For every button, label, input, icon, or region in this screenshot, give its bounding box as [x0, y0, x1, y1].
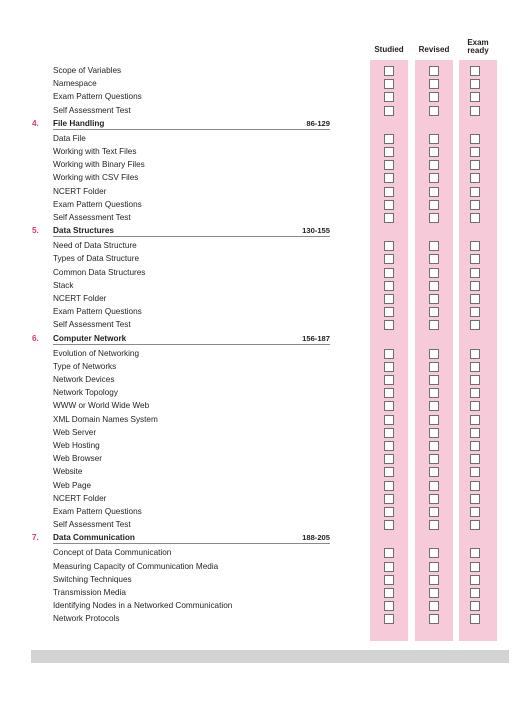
exam-ready-line1: Exam — [467, 38, 489, 47]
topic-label: NCERT Folder — [53, 294, 107, 303]
studied-checkbox[interactable] — [384, 454, 394, 464]
revised-checkbox[interactable] — [429, 494, 439, 504]
exam-ready-checkbox[interactable] — [470, 134, 480, 144]
topic-row — [0, 239, 524, 252]
topic-label: Website — [53, 467, 83, 477]
revised-checkbox[interactable] — [429, 106, 439, 116]
topic-row — [0, 612, 524, 625]
topic-label: Self Assessment Test — [53, 213, 131, 222]
studied-checkbox[interactable] — [384, 241, 394, 251]
revised-checkbox[interactable] — [429, 66, 439, 76]
topic-label: Network Devices — [53, 375, 115, 384]
revised-checkbox[interactable] — [429, 601, 439, 611]
topic-row — [0, 465, 524, 478]
topic-row — [0, 198, 524, 211]
exam-ready-checkbox[interactable] — [470, 415, 480, 425]
revised-checkbox[interactable] — [429, 268, 439, 278]
studied-checkbox[interactable] — [384, 415, 394, 425]
topic-label: Type of Networks — [53, 361, 117, 371]
studied-checkbox[interactable] — [384, 349, 394, 359]
studied-checkbox[interactable] — [384, 79, 394, 89]
topic-label: WWW or World Wide Web — [53, 401, 150, 411]
topic-row — [0, 573, 524, 586]
exam-ready-line2: ready — [467, 46, 489, 55]
section-heading — [0, 224, 524, 237]
topic-row — [0, 64, 524, 77]
topic-row — [0, 505, 524, 518]
topic-label: Web Browser — [53, 454, 102, 464]
topic-row — [0, 373, 524, 386]
exam-ready-checkbox[interactable] — [470, 147, 480, 157]
exam-ready-checkbox[interactable] — [470, 160, 480, 170]
exam-ready-checkbox[interactable] — [470, 213, 480, 223]
topic-label: Self Assessment Test — [53, 105, 131, 115]
topic-label: Need of Data Structure — [53, 241, 137, 251]
section-number: 7. — [32, 533, 39, 543]
topic-row — [0, 305, 524, 318]
revised-checkbox[interactable] — [429, 92, 439, 102]
exam-ready-checkbox[interactable] — [470, 92, 480, 102]
topic-row — [0, 252, 524, 265]
section-underline — [53, 543, 330, 544]
exam-ready-checkbox[interactable] — [470, 66, 480, 76]
studied-checkbox[interactable] — [384, 562, 394, 572]
revised-checkbox[interactable] — [429, 467, 439, 477]
revised-checkbox[interactable] — [429, 614, 439, 624]
topic-label: Data File — [53, 133, 86, 143]
topic-row — [0, 518, 524, 531]
exam-ready-checkbox[interactable] — [470, 349, 480, 359]
topic-row — [0, 399, 524, 412]
topic-label: Evolution of Networking — [53, 348, 140, 358]
revised-checkbox[interactable] — [429, 415, 439, 425]
topic-label: Common Data Structures — [53, 267, 146, 277]
revised-checkbox[interactable] — [429, 575, 439, 585]
topic-row — [0, 360, 524, 373]
studied-checkbox[interactable] — [384, 601, 394, 611]
section-title: Computer Network — [53, 333, 127, 343]
revised-checkbox[interactable] — [429, 294, 439, 304]
topic-label: Network Topology — [53, 388, 118, 398]
revised-checkbox[interactable] — [429, 320, 439, 330]
exam-ready-checkbox[interactable] — [470, 320, 480, 330]
studied-checkbox[interactable] — [384, 320, 394, 330]
revised-column-header: Revised — [418, 45, 450, 54]
section-page-range: 188-205 — [302, 533, 330, 543]
revised-checkbox[interactable] — [429, 187, 439, 197]
revised-checkbox[interactable] — [429, 507, 439, 517]
revised-checkbox[interactable] — [429, 213, 439, 223]
revised-checkbox[interactable] — [429, 428, 439, 438]
revised-checkbox[interactable] — [429, 349, 439, 359]
exam-ready-checkbox[interactable] — [470, 268, 480, 278]
exam-ready-checkbox[interactable] — [470, 254, 480, 264]
revised-checkbox[interactable] — [429, 281, 439, 291]
exam-ready-checkbox[interactable] — [470, 401, 480, 411]
topic-label: Exam Pattern Questions — [53, 507, 142, 516]
studied-checkbox[interactable] — [384, 160, 394, 170]
studied-checkbox[interactable] — [384, 401, 394, 411]
section-heading — [0, 531, 524, 544]
exam-ready-checkbox[interactable] — [470, 294, 480, 304]
studied-checkbox[interactable] — [384, 494, 394, 504]
topic-label: Working with Text Files — [53, 147, 137, 156]
topic-label: Working with CSV Files — [53, 173, 139, 183]
exam-ready-checkbox[interactable] — [470, 520, 480, 530]
section-underline — [53, 129, 330, 130]
topic-label: Identifying Nodes in a Networked Communication — [53, 601, 233, 611]
studied-checkbox[interactable] — [384, 548, 394, 558]
exam-ready-checkbox[interactable] — [470, 200, 480, 210]
studied-checkbox[interactable] — [384, 268, 394, 278]
studied-checkbox[interactable] — [384, 481, 394, 491]
topic-row — [0, 185, 524, 198]
studied-checkbox[interactable] — [384, 213, 394, 223]
topic-label: Concept of Data Communication — [53, 548, 172, 558]
section-title: File Handling — [53, 118, 105, 128]
section-title: Data Communication — [53, 533, 135, 543]
topic-label: Web Server — [53, 427, 97, 437]
studied-checkbox[interactable] — [384, 254, 394, 264]
section-underline — [53, 344, 330, 345]
section-number: 4. — [32, 118, 39, 128]
topic-label: Self Assessment Test — [53, 520, 131, 530]
exam-ready-checkbox[interactable] — [470, 281, 480, 291]
studied-checkbox[interactable] — [384, 307, 394, 317]
revised-checkbox[interactable] — [429, 375, 439, 385]
exam-ready-checkbox[interactable] — [470, 173, 480, 183]
revised-checkbox[interactable] — [429, 548, 439, 558]
revised-checkbox[interactable] — [429, 362, 439, 372]
footer-bar — [31, 650, 509, 663]
revised-checkbox[interactable] — [429, 481, 439, 491]
studied-checkbox[interactable] — [384, 200, 394, 210]
revised-checkbox[interactable] — [429, 147, 439, 157]
studied-checkbox[interactable] — [384, 187, 394, 197]
topic-label: Working with Binary Files — [53, 160, 145, 170]
studied-checkbox[interactable] — [384, 66, 394, 76]
topic-row — [0, 599, 524, 612]
topic-label: NCERT Folder — [53, 186, 107, 196]
exam-ready-checkbox[interactable] — [470, 79, 480, 89]
exam-ready-checkbox[interactable] — [470, 494, 480, 504]
studied-checkbox[interactable] — [384, 375, 394, 385]
topic-row — [0, 145, 524, 158]
studied-checkbox[interactable] — [384, 507, 394, 517]
studied-checkbox[interactable] — [384, 588, 394, 598]
topic-row — [0, 77, 524, 90]
topic-label: Switching Techniques — [53, 574, 132, 584]
exam-ready-checkbox[interactable] — [470, 388, 480, 398]
topic-label: Stack — [53, 280, 74, 290]
topic-label: Web Hosting — [53, 441, 100, 450]
revised-checkbox[interactable] — [429, 520, 439, 530]
section-page-range: 86-129 — [306, 118, 330, 128]
exam-ready-checkbox[interactable] — [470, 375, 480, 385]
topic-label: NCERT Folder — [53, 493, 107, 503]
topic-row — [0, 426, 524, 439]
studied-checkbox[interactable] — [384, 614, 394, 624]
topic-row — [0, 586, 524, 599]
revised-checkbox[interactable] — [429, 134, 439, 144]
studied-checkbox[interactable] — [384, 520, 394, 530]
topic-label: Exam Pattern Questions — [53, 307, 142, 317]
topic-row — [0, 479, 524, 492]
revised-checkbox[interactable] — [429, 254, 439, 264]
section-underline — [53, 236, 330, 237]
studied-checkbox[interactable] — [384, 428, 394, 438]
topic-row — [0, 546, 524, 559]
topic-row — [0, 90, 524, 103]
exam-ready-checkbox[interactable] — [470, 575, 480, 585]
exam-ready-checkbox[interactable] — [470, 428, 480, 438]
section-page-range: 156-187 — [302, 333, 330, 343]
topic-row — [0, 171, 524, 184]
section-title: Data Structures — [53, 226, 114, 236]
section-heading — [0, 332, 524, 345]
exam-ready-checkbox[interactable] — [470, 614, 480, 624]
exam-ready-checkbox[interactable] — [470, 362, 480, 372]
exam-ready-checkbox[interactable] — [470, 187, 480, 197]
exam-ready-checkbox[interactable] — [470, 454, 480, 464]
topic-row — [0, 413, 524, 426]
studied-checkbox[interactable] — [384, 281, 394, 291]
topic-label: Transmission Media — [53, 588, 126, 597]
section-heading — [0, 117, 524, 130]
topic-label: Network Protocols — [53, 614, 120, 624]
studied-checkbox[interactable] — [384, 134, 394, 144]
topic-row — [0, 266, 524, 279]
topic-row — [0, 292, 524, 305]
exam-ready-checkbox[interactable] — [470, 562, 480, 572]
exam-ready-checkbox[interactable] — [470, 307, 480, 317]
exam-ready-checkbox[interactable] — [470, 548, 480, 558]
topic-row — [0, 439, 524, 452]
topic-label: Scope of Variables — [53, 66, 122, 75]
revised-checkbox[interactable] — [429, 173, 439, 183]
revised-checkbox[interactable] — [429, 307, 439, 317]
topic-row — [0, 560, 524, 573]
studied-checkbox[interactable] — [384, 388, 394, 398]
topic-label: Exam Pattern Questions — [53, 199, 142, 209]
topic-row — [0, 318, 524, 331]
studied-checkbox[interactable] — [384, 147, 394, 157]
exam-ready-column-header — [453, 39, 503, 55]
revised-checkbox[interactable] — [429, 441, 439, 451]
revised-checkbox[interactable] — [429, 200, 439, 210]
exam-ready-checkbox[interactable] — [470, 441, 480, 451]
topic-label: Namespace — [53, 79, 97, 89]
revised-checkbox[interactable] — [429, 454, 439, 464]
topic-row — [0, 132, 524, 145]
topic-row — [0, 211, 524, 224]
topic-row — [0, 452, 524, 465]
section-number: 5. — [32, 226, 39, 236]
topic-row — [0, 104, 524, 117]
topic-row — [0, 492, 524, 505]
revised-checkbox[interactable] — [429, 588, 439, 598]
topic-row — [0, 279, 524, 292]
topic-row — [0, 386, 524, 399]
revised-checkbox[interactable] — [429, 241, 439, 251]
studied-checkbox[interactable] — [384, 294, 394, 304]
exam-ready-checkbox[interactable] — [470, 601, 480, 611]
topic-label: Types of Data Structure — [53, 254, 140, 264]
revised-checkbox[interactable] — [429, 160, 439, 170]
studied-checkbox[interactable] — [384, 441, 394, 451]
exam-ready-checkbox[interactable] — [470, 467, 480, 477]
studied-column-header: Studied — [374, 45, 404, 54]
studied-checkbox[interactable] — [384, 106, 394, 116]
topic-row — [0, 158, 524, 171]
studied-checkbox[interactable] — [384, 467, 394, 477]
revised-checkbox[interactable] — [429, 562, 439, 572]
topic-row — [0, 347, 524, 360]
exam-ready-checkbox[interactable] — [470, 481, 480, 491]
studied-checkbox[interactable] — [384, 173, 394, 183]
section-number: 6. — [32, 333, 39, 343]
exam-ready-checkbox[interactable] — [470, 588, 480, 598]
studied-checkbox[interactable] — [384, 575, 394, 585]
exam-ready-checkbox[interactable] — [470, 507, 480, 517]
topic-label: Measuring Capacity of Communication Media — [53, 561, 219, 571]
revised-checkbox[interactable] — [429, 388, 439, 398]
revised-checkbox[interactable] — [429, 79, 439, 89]
section-page-range: 130-155 — [302, 226, 330, 236]
topic-label: Self Assessment Test — [53, 320, 131, 330]
exam-ready-checkbox[interactable] — [470, 241, 480, 251]
exam-ready-checkbox[interactable] — [470, 106, 480, 116]
topic-label: Exam Pattern Questions — [53, 92, 142, 102]
studied-checkbox[interactable] — [384, 362, 394, 372]
topic-label: Web Page — [53, 480, 92, 490]
studied-checkbox[interactable] — [384, 92, 394, 102]
topic-label: XML Domain Names System — [53, 414, 158, 424]
revised-checkbox[interactable] — [429, 401, 439, 411]
